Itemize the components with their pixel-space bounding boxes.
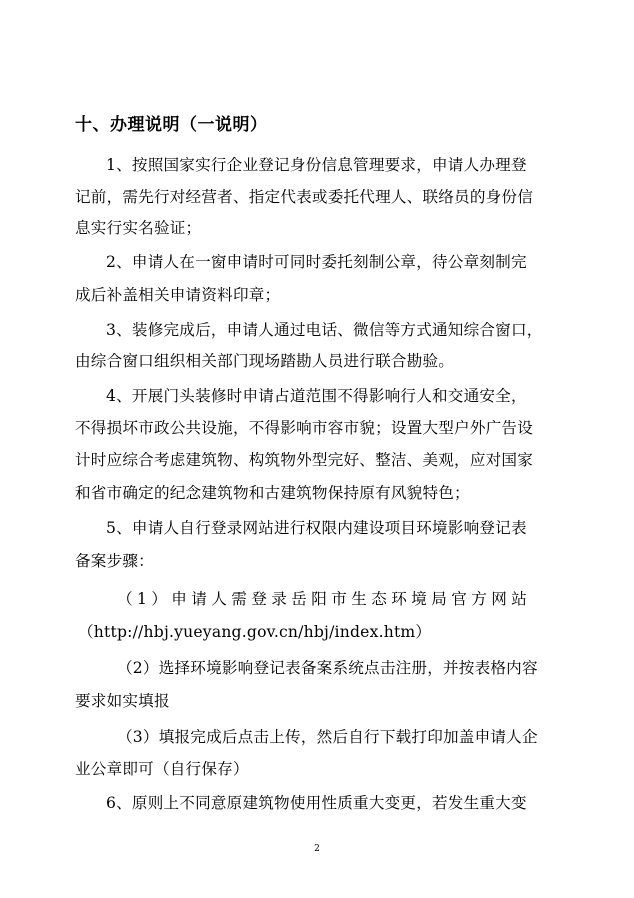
paragraph-line: 5、申请人自行登录网站进行权限内建设项目环境影响登记表	[106, 519, 527, 537]
paragraph-line: 要求如实填报	[75, 692, 170, 710]
paragraph-line: （2）选择环境影响登记表备案系统点击注册，并按表格内容	[117, 659, 538, 677]
paragraph-line: 息实行实名验证；	[75, 219, 202, 237]
paragraph-line: 6、原则上不同意原建筑物使用性质重大变更，若发生重大变	[106, 794, 527, 812]
paragraph-line: 不得损坏市政公共设施，不得影响市容市貌；设置大型户外广告设	[75, 419, 534, 437]
paragraph-line: 2、申请人在一窗申请时可同时委托刻制公章，待公章刻制完	[106, 253, 527, 271]
page-number: 2	[314, 844, 320, 854]
paragraph-line: （3）填报完成后点击上传，然后自行下载打印加盖申请人企	[117, 728, 538, 746]
paragraph-line: 备案步骤：	[75, 552, 154, 570]
paragraph-line: 3、装修完成后，申请人通过电话、微信等方式通知综合窗口，	[106, 321, 543, 339]
paragraph-line: （1）申请人需登录岳阳市生态环境局官方网站	[117, 590, 532, 608]
paragraph-line: 计时应综合考虑建筑物、构筑物外型完好、整洁、美观，应对国家	[75, 451, 534, 469]
url-line: （http://hbj.yueyang.gov.cn/hbj/index.htm）	[78, 623, 432, 641]
paragraph-line: 成后补盖相关申请资料印章；	[75, 286, 281, 304]
paragraph-line: 业公章即可（自行保存）	[75, 760, 249, 778]
paragraph-line: 由综合窗口组织相关部门现场踏勘人员进行联合勘验。	[75, 352, 455, 370]
paragraph-line: 1、按照国家实行企业登记身份信息管理要求，申请人办理登	[106, 156, 527, 174]
section-heading: 十、办理说明（一说明）	[75, 115, 268, 135]
paragraph-line: 4、开展门头装修时申请占道范围不得影响行人和交通安全，	[106, 387, 527, 405]
paragraph-line: 记前，需先行对经营者、指定代表或委托代理人、联络员的身份信	[75, 188, 534, 206]
paragraph-line: 和省市确定的纪念建筑物和古建筑物保持原有风貌特色；	[75, 484, 470, 502]
